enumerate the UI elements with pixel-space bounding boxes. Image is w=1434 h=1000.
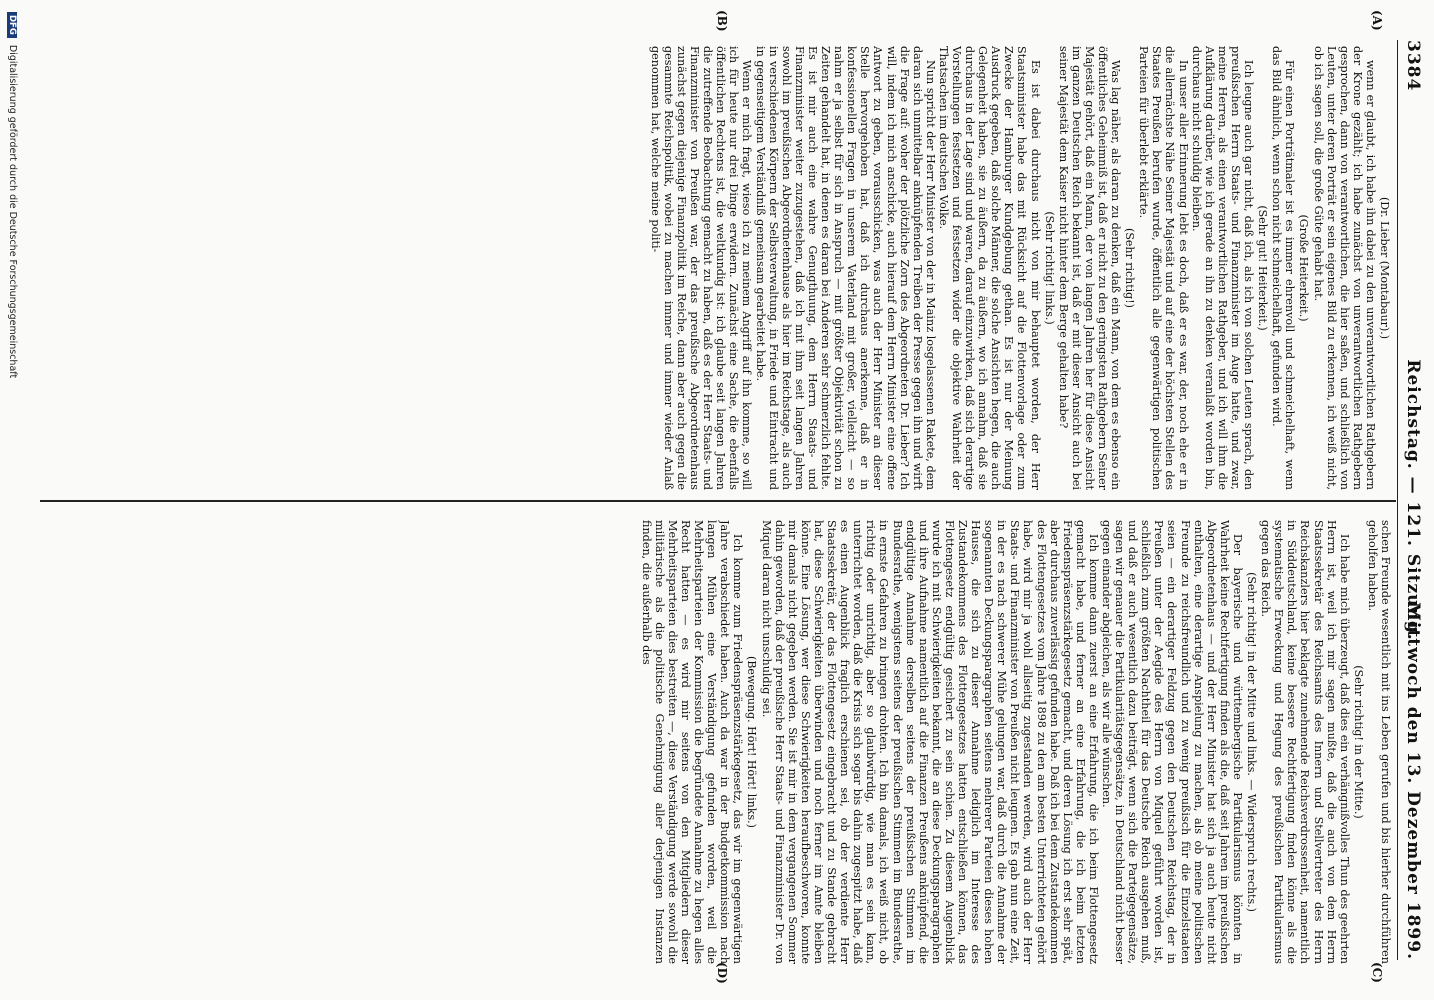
paragraph: wenn er glaubt, ich habe ihn dabei zu den unverantwortlichen Rathgebern der Krone gezählt; ich habe zunächst von unverantwortlichen Rathgebern gesprochen, dann von verantwortlichen, die hier saßen, und schließlich von Leuten, unter deren Porträt er sein eigenes Bild zu erkennen, ich weiß nicht, ob ich sagen soll, die große Güte gehabt hat. bbox=[1311, 46, 1377, 490]
page-header bbox=[1397, 40, 1426, 960]
interjection: (Bewegung. Hört! Hört! links.) bbox=[745, 656, 759, 828]
interjection: (Große Heiterkeit.) bbox=[1297, 214, 1311, 322]
paragraph: In unser aller Erinnerung lebt es doch, daß er es war, der, noch ehe er in die allernächste Nähe Seiner Majestät und auf eine der höchsten Stellen des Staates Preußen berufen wurde, öffentlich alle gegenwärtigen politischen Parteien für überlebt erklärte. bbox=[1137, 46, 1190, 490]
interjection: (Sehr richtig! links.) bbox=[1042, 211, 1056, 325]
interjection: (Sehr gut! Heiterkeit.) bbox=[1256, 205, 1270, 331]
page-title: Reichstag. — 121. Sitzung. bbox=[1403, 359, 1423, 641]
left-text-column bbox=[42, 46, 1392, 490]
margin-marker-b: (B) bbox=[715, 10, 729, 32]
page-date: Mittwoch den 13. Dezember 1899. bbox=[1403, 602, 1423, 960]
paragraph: Es ist dabei durchaus nicht von mir behauptet worden, der Herr Staatsminister habe das mit Rücksicht auf die Flottenvorlage oder zum Zwecke der Hamburger Kundgebung gethan. Es ist nur der Meinung Ausdruck gegeben, daß solche Männer, die solche Ansichten hegen, die auch Gelegenheit haben, sie zu äußern, da zu äußern, wo ich annahm, daß sie durchaus in der Lage sind und waren, darauf einzuwirken, daß sich derartige Vorstellungen festsetzen und festsetzen wider die objektive Wahrheit der Thatsachen im deutschen Volke. bbox=[936, 46, 1042, 490]
margin-marker-c: (C) bbox=[1370, 962, 1384, 983]
margin-marker-d: (D) bbox=[715, 962, 729, 984]
margin-marker-a: (A) bbox=[1370, 10, 1384, 31]
paragraph: schen Freunde wesentlich mit ins Leben gerufen und bis hierher durchführen geholfen haben. bbox=[1365, 520, 1392, 964]
paragraph: Ich komme zum Friedenspräsenzstärkegesetz, das wir im gegenwärtigen Jahre verabschiedet haben. Auch da war in der Budgetkommission nach langen Mühen eine Verständigung gefunden worden, weil die Mehrheitsparteien der Kommission die begründete Annahme zu hegen alles Recht hatten — es wird mir seitens von den Mitgliedern dieser Mehrheitsparteien dies bestreiten —, diese Verständigung werde sowohl die militärische als die politische Genehmigung aller derjenigen Instanzen finden, die außerhalb des bbox=[639, 520, 745, 964]
dfg-logo: DFG bbox=[7, 12, 17, 38]
paragraph: Für einen Porträtmaler ist es immer ehrenvoll und schmeichelhaft, wenn das Bild ähnlich, wenn schon nicht schmeichelhaft, gefunden wird. bbox=[1270, 46, 1297, 490]
paragraph: Ich leugne auch gar nicht, daß ich, als ich von solchen Leuten sprach, den preußischen Herrn Staats- und Finanzminister im Auge hatte, und zwar, meine Herren, als einen verantwortlichen Rathgeber, und ich will ihm die Aufklärung darüber, wie ich gerade an ihn zu denken veranlaßt worden bin, durchaus nicht schuldig bleiben. bbox=[1189, 46, 1256, 490]
paragraph: Was lag näher, als daran zu denken, daß ein Mann, von dem es ebenso ein öffentliches Geheimniß ist, daß er nicht zu den geringsten Rathgebern Seiner Majestät gehört, daß ein Mann, der von langen Jahren her für diese Ansicht im ganzen Deutschen Reich bekannt ist, daß er mit dieser Ansicht auch bei seiner Majestät dem Kaiser nicht hinter dem Berge gehalten habe? bbox=[1056, 46, 1123, 490]
right-text-column bbox=[42, 520, 1392, 964]
interjection: (Sehr richtig!) bbox=[1123, 228, 1137, 308]
page-number: 3384 bbox=[1403, 40, 1423, 92]
column-divider bbox=[40, 500, 1396, 502]
digitization-credit bbox=[2, 0, 18, 1000]
paragraph: Nun spricht der Herr Minister von der in Mainz losgelassenen Rakete, dem daran sich unmittelbar anknüpfenden Treiben der Presse gegen ihn und wirft die Frage auf: woher der plötzliche Zorn des Abgeordneten Dr. Lieber? Ich will, indem ich mich anschicke, auch hierauf dem Herrn Minister eine offene Antwort zu geben, vorausschicken, was auch der Herr Minister an dieser Stelle hervorgehoben hat, daß ich durchaus anerkenne, daß er in konfessionellen Fragen in unserem Vaterland mit großer, vielleicht — so nahm er ja selbst für sich in Anspruch — mit größter Objektivität schon zu Zeiten gehandelt hat, in denen es daran bei Anderen sehr schmerzlich fehlte. Es ist mir auch eine wahre Genugthuung, dem Herrn Staats- und Finanzminister weiter zuzugestehen, daß ich mit ihm seit langen Jahren sowohl im preußischen Abgeordnetenhause als hier im Reichstage, als auch in verschiedenen Körpern der Selbstverwaltung, in Friede und Eintracht und in gegenseitigem Verständniß gemeinsam gearbeitet habe. bbox=[753, 46, 937, 490]
credit-text: Digitalisierung gefördert durch die Deutsche Forschungsgemeinschaft bbox=[7, 44, 18, 379]
interjection: (Sehr richtig! in der Mitte und links. — Widerspruch rechts.) bbox=[1245, 572, 1259, 912]
paragraph: Der bayerische und württembergische Partikularismus könnten in Wahrheit keine Rechtfertigung finden als die, daß seit Jahren im preußischen Abgeordnetenhaus — und der Herr Minister hat sich ja auch heute nicht enthalten, eine derartige Anspielung zu machen, als ob meine politischen Freunde zu reichsfreundlich und zu wenig preußisch für die Einzelstaaten seien — ein derartiger Feldzug gegen den Deutschen Reichstag, der in Preußen unter der Aegide des Herrn von Miquel geführt worden ist, schließlich zum größten Nachtheil für das Deutsche Reich ausgehen muß, und daß er auch wesentlich dazu beiträgt, wenn sich die Parteigegensätze, sagen wir genauer die Partikularitätsgegensätze, in Deutschland nicht besser gegen einander abgleichen, als wir alle wünschen. bbox=[1100, 520, 1244, 964]
paragraph: Ich komme dann zuerst an eine Erfahrung, die ich beim Flottengesetz gemacht habe, und ferner an eine Erfahrung, die ich beim letzten Friedenspräsenzstärkegesetz gemacht, und deren Lösung ich erst sehr spät, aber durchaus zuverlässig gefunden habe. Daß ich bei dem Zustandekommen des Flottengesetzes vom Jahre 1898 zu den am besten Unterrichteten gehört habe, wird mir ja wohl allseitig zugestanden werden, wird auch der Herr Staats- und Finanzminister von Preußen nicht leugnen. Es gab nun eine Zeit, in der es nach schwerer Mühe gelungen war, daß durch die Annahme der sogenannten Deckungsparagraphen seitens mehrerer Parteien dieses hohen Hauses, die sich zu dieser Annahme lediglich im Interesse des Zustandekommens des Flottengesetzes hatten entschließen können, das Flottengesetz endgültig gesichert zu sein schien. Zu diesem Augenblick wurde ich mit Schwierigkeiten bekannt, die an diese Deckungsparagraphen und ihre Aufnahme namentlich auf die Finanzen Preußens anknüpfend, die endgültige Annahme derselben seitens der preußischen Stimmen im Bundesrathe, wenigstens seitens der preußischen Stimmen im Bundesrathe, in ernste Gefahren zu bringen drohten. Ich bin damals, ich weiß nicht, ob richtig oder unrichtig, aber so glaubwürdig, wie man es sein kann, unterrichtet worden, daß die Krisis sich sogar bis dahin zugespitzt habe, daß es einen Augenblick fraglich erschienen sei, ob der verdiente Herr Staatssekretär, der das Flottengesetz eingebracht und zu Stande gebracht hat, diese Schwierigkeiten überwinden und noch ferner im Amte bleiben könne. Eine Lösung, wer diese Schwierigkeiten heraufbeschworen, konnte mir damals nicht gegeben werden. Sie ist mir in dem vergangenen Sommer dahin geworden, daß der preußische Herr Staats- und Finanzminister Dr. von Miquel daran nicht unschuldig sei. bbox=[759, 520, 1100, 964]
paragraph: Ich habe mich überzeugt, daß dies ein verhängnißvolles Thun des geehrten Herrn ist, weil ich mir sagen mußte, daß die auch von dem Herrn Staatssekretär des Reichsamts des Innern und Stellvertreter des Herrn Reichskanzlers hier beklagte zunehmende Reichsverdrossenheit, namentlich in Süddeutschland, keine bessere Rechtfertigung finden könne als die systematische Erweckung und Hegung des preußischen Partikularismus gegen das Reich. bbox=[1259, 520, 1351, 964]
speaker-line: (Dr. Lieber (Montabaur).) bbox=[1378, 196, 1391, 340]
interjection: (Sehr richtig! in der Mitte.) bbox=[1351, 665, 1365, 819]
paragraph: Wenn er mich fragt, wieso ich zu meinem Angriff auf ihn komme, so will ich für heute nur drei Dinge erwidern. Zunächst eine Sache, die ebenfalls öffentlichen Rechtens ist, die weltkundig ist: ich glaube seit langen Jahren die zutreffende Beobachtung gemacht zu haben, daß es der Herr Staats- und Finanzminister von Preußen war, der das preußische Abgeordnetenhaus zunächst gegen diejenige Finanzpolitik im Reiche, dann aber auch gegen die gesammte Reichspolitik, wobei zu machen immer und immer wieder Anlaß genommen hat, welche meine politi- bbox=[648, 46, 754, 490]
